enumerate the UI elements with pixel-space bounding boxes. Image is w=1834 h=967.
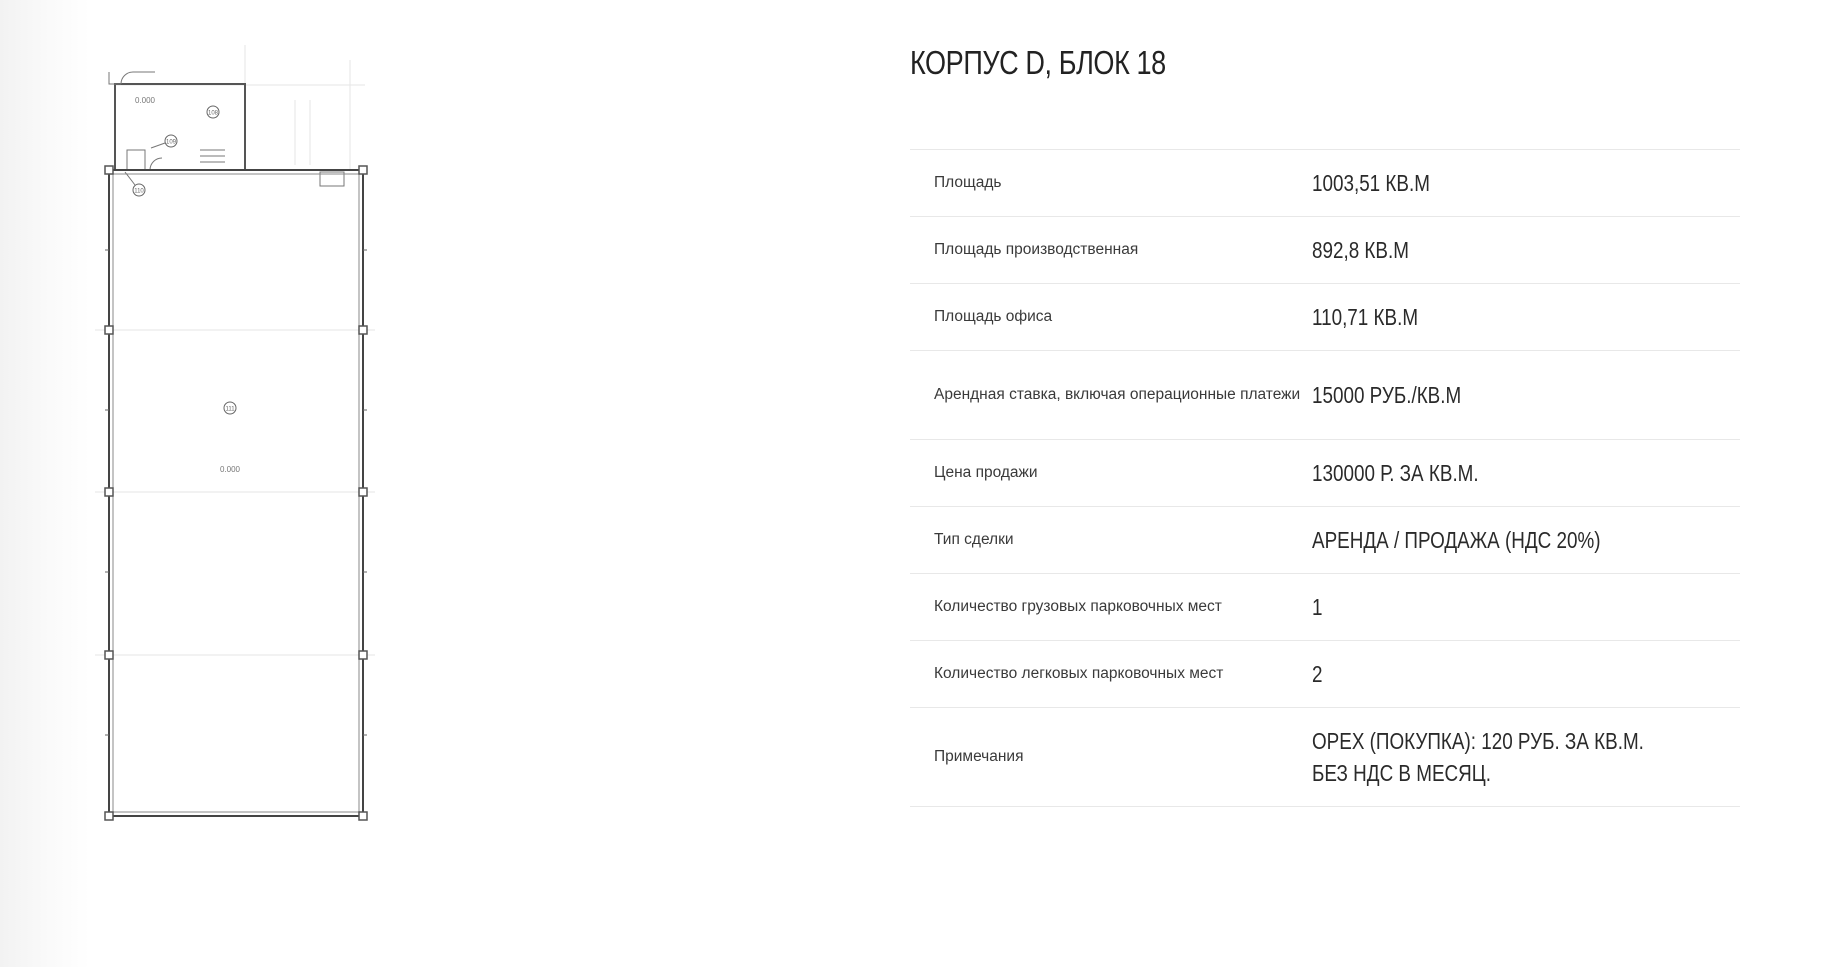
spec-row-area — [910, 150, 1740, 217]
room-109-label: 109 — [165, 139, 177, 146]
room-108-label: 108 — [207, 110, 219, 117]
spec-label: Количество грузовых парковочных мест — [934, 598, 1222, 615]
spec-row-car-parking — [910, 641, 1740, 708]
specs-table — [910, 149, 1740, 807]
room-110-label: 110 — [134, 188, 144, 195]
spec-label: Примечания — [934, 748, 1024, 765]
spec-label: Площадь производственная — [934, 241, 1139, 258]
spec-value: 1003,51 КВ.М — [1312, 170, 1430, 196]
spec-row-rent-rate — [910, 351, 1740, 440]
floor-plan-drawing — [95, 40, 375, 840]
spec-label: Арендная ставка, включая операционные платежи — [934, 386, 1301, 403]
spec-value: 110,71 КВ.М — [1312, 304, 1419, 330]
spec-row-sale-price — [910, 440, 1740, 507]
elevation-label-hall: 0.000 — [219, 465, 241, 474]
spec-value: 892,8 КВ.М — [1312, 237, 1409, 263]
spec-label: Цена продажи — [934, 464, 1038, 481]
left-edge-shadow — [0, 0, 90, 967]
spec-label: Площадь офиса — [934, 308, 1053, 325]
spec-value: 130000 Р. ЗА КВ.М. — [1312, 460, 1479, 486]
floor-plan — [95, 40, 375, 840]
spec-row-office-area — [910, 284, 1740, 351]
spec-label: Количество легковых парковочных мест — [934, 665, 1224, 682]
spec-row-notes — [910, 708, 1740, 807]
spec-value: 15000 РУБ./КВ.М — [1312, 382, 1462, 408]
spec-row-production-area — [910, 217, 1740, 284]
spec-row-deal-type — [910, 507, 1740, 574]
spec-value: АРЕНДА / ПРОДАЖА (НДС 20%) — [1312, 527, 1601, 553]
spec-row-truck-parking — [910, 574, 1740, 641]
spec-value: OPEX (ПОКУПКА): 120 РУБ. ЗА КВ.М. БЕЗ НДС В МЕСЯЦ. — [1312, 728, 1644, 786]
spec-value: 1 — [1312, 594, 1323, 620]
spec-label: Тип сделки — [934, 531, 1014, 548]
spec-label: Площадь — [934, 174, 1002, 191]
elevation-label-office: 0.000 — [134, 96, 156, 105]
room-111-label: 111 — [225, 406, 235, 413]
property-title: КОРПУС D, БЛОК 18 — [910, 44, 1166, 81]
spec-value: 2 — [1312, 661, 1323, 687]
